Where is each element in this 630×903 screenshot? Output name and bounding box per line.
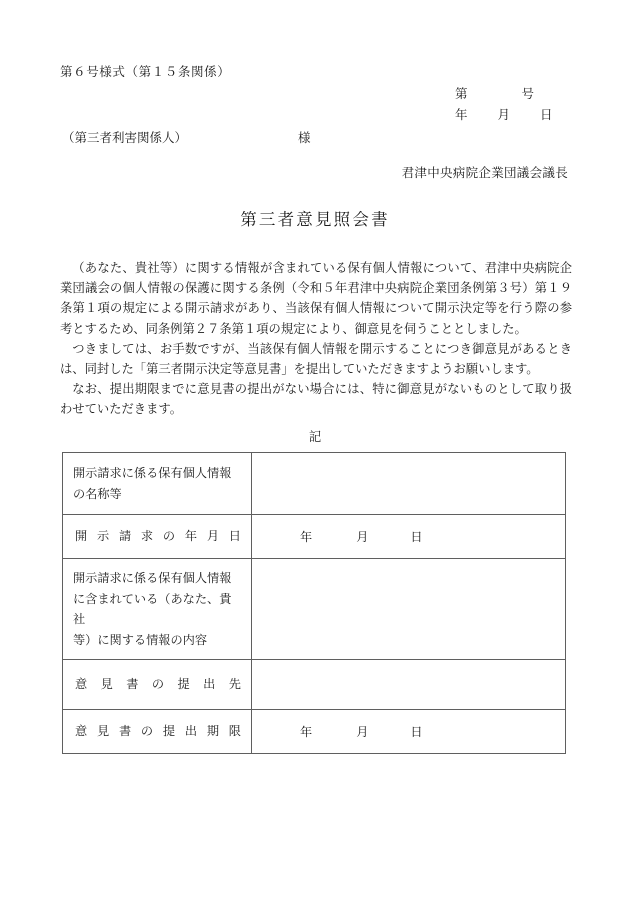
date-year-label: 年 <box>300 725 313 739</box>
date-day-label: 日 <box>410 725 423 739</box>
row-label-text: 開示請求の年月日 <box>75 529 241 544</box>
body-paragraph-1: （あなた、貴社等）に関する情報が含まれている保有個人情報について、君津中央病院企業団議会の個人情報の保護に関する条例（令和５年君津中央病院企業団条例第３号）第１９条第１項の規定による開示請求があり、当該保有個人情報について開示決定等を行う際の参考とするため、同条例第２７条第１項の規定により、御意見を伺うこととしました。 <box>60 261 572 336</box>
date-year-label: 年 <box>300 530 313 544</box>
row-label-line-1: 開示請求に係る保有個人情報 <box>73 466 232 480</box>
row-value-information-content[interactable] <box>252 559 566 660</box>
row-label-submission-destination <box>63 660 252 710</box>
ki-marker: 記 <box>308 430 322 444</box>
row-label-request-date <box>63 515 252 559</box>
addressee-honorific: 様 <box>298 130 311 145</box>
row-value-submission-destination[interactable] <box>252 660 566 710</box>
document-number-unit: 号 <box>521 86 535 101</box>
date-year-label: 年 <box>455 107 468 122</box>
row-value-submission-deadline[interactable] <box>252 710 566 754</box>
row-value-request-date[interactable] <box>252 515 566 559</box>
form-table <box>62 452 566 754</box>
issuer-name: 君津中央病院企業団議会議長 <box>401 165 568 180</box>
date-month-label: 月 <box>356 530 369 544</box>
row-label-information-content <box>63 559 252 660</box>
page-title: 第三者意見照会書 <box>240 210 390 229</box>
row-label-line-2: に含まれている（あなた、貴社 <box>73 591 232 626</box>
row-label-line-3: 等）に関する情報の内容 <box>73 632 208 647</box>
document-number-date-block <box>455 83 575 125</box>
body-paragraph-3: なお、提出期限までに意見書の提出がない場合には、特に御意見がないものとして取り扱わせていただきます。 <box>60 382 572 417</box>
body-text <box>60 258 572 420</box>
date-month-label: 月 <box>497 107 511 122</box>
date-day-label: 日 <box>410 530 423 544</box>
table-row <box>63 559 566 660</box>
table-row <box>63 515 566 559</box>
row-label-line-1: 開示請求に係る保有個人情報 <box>73 571 232 585</box>
addressee: （第三者利害関係人） <box>62 130 188 145</box>
row-label-text: 意見書の提出期限 <box>75 724 241 739</box>
document-date-row <box>455 104 575 125</box>
table-row <box>63 660 566 710</box>
date-day-label: 日 <box>540 107 553 122</box>
form-number: 第６号様式（第１５条関係） <box>60 64 231 79</box>
row-value-disclosure-info-name[interactable] <box>252 453 566 515</box>
date-placeholder <box>262 723 423 740</box>
row-label-submission-deadline <box>63 710 252 754</box>
date-month-label: 月 <box>356 725 369 739</box>
table-row <box>63 453 566 515</box>
date-placeholder <box>262 528 423 545</box>
row-label-text: 意見書の提出先 <box>75 677 241 692</box>
document-number-label: 第 <box>455 86 468 101</box>
row-label-disclosure-info-name <box>63 453 252 515</box>
row-label-line-2: の名称等 <box>73 486 122 501</box>
document-number-row <box>455 83 575 104</box>
body-paragraph-2: つきましては、お手数ですが、当該保有個人情報を開示することにつき御意見があるときは、同封した「第三者開示決定等意見書」を提出していただきますようお願いします。 <box>60 341 572 377</box>
table-row <box>63 710 566 754</box>
